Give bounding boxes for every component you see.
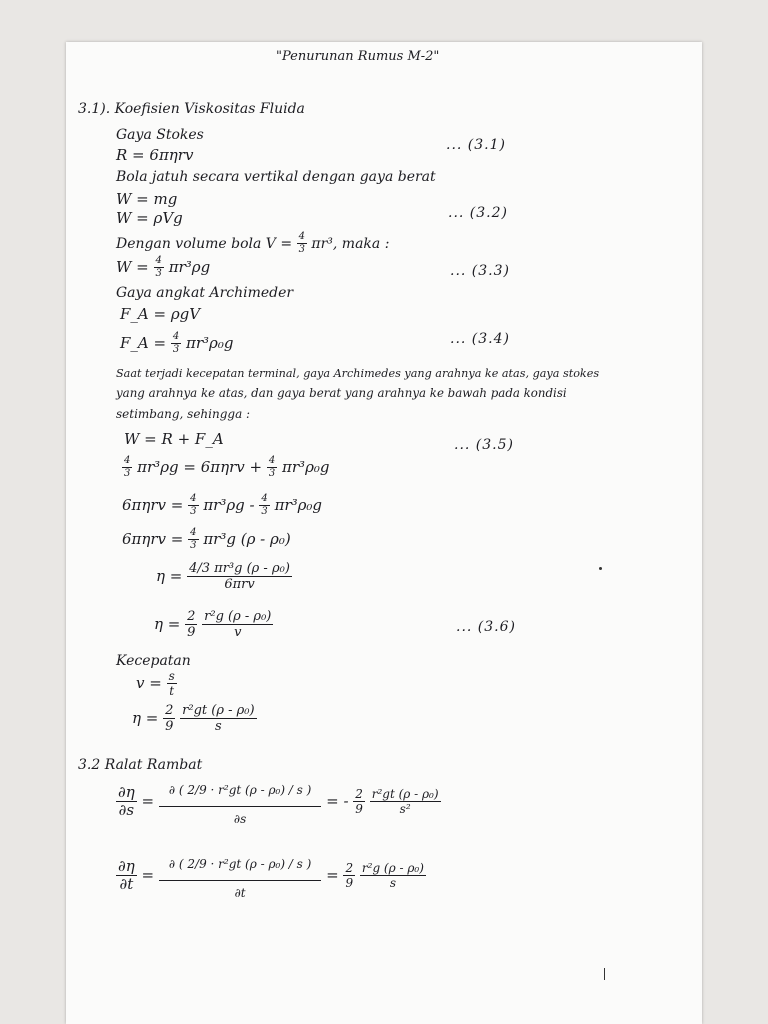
label-velocity: Kecepatan [116, 653, 191, 669]
d1-end: πr³ρ₀g [282, 458, 330, 476]
d6-coefficient [163, 704, 175, 733]
equation-weight-mg: W = mg [116, 190, 178, 208]
p2-coefficient-den: 9 [345, 876, 354, 890]
text-falling-ball: Bola jatuh secara vertikal dengan gaya berat [116, 169, 436, 185]
d1-fraction-b [267, 456, 277, 479]
d3-lhs: 6πηrv = [122, 530, 184, 548]
d2-end: πr³ρ₀g [274, 496, 323, 514]
equation-ref-3-3: ... (3.3) [450, 263, 510, 279]
p2-inner-num: ∂ ( 2/9 · r²gt (ρ - ρ₀) / s ) [168, 857, 312, 871]
d6-fraction-num: r²gt (ρ - ρ₀) [182, 703, 255, 718]
p1-coefficient-den: 9 [355, 802, 363, 816]
d2-lhs: 6πηrv = [122, 496, 184, 514]
d5-fraction [202, 610, 273, 639]
volume-text-pre: Dengan volume bola V = [116, 235, 293, 252]
d5-coefficient-den: 9 [187, 625, 196, 640]
d6-coefficient-den: 9 [165, 719, 174, 734]
partial-derivative-s: $\frac{\partial\eta}{\partial s}$ = $\frac{\text{∂ ( 2/9 · r²gt (ρ - ρ₀) / s )}}{\partial s}$ = - $\frac{2}{9}$ $\frac{\text{r²gt (ρ - ρ₀)}}{\text{s²}}$ [116, 778, 441, 825]
p2-lhs-num: ∂η [118, 857, 135, 875]
equation-ref-3-5: ... (3.5) [454, 437, 514, 453]
label-archimedes: Gaya angkat Archimeder [116, 285, 294, 301]
d3-fraction-den: 3 [190, 540, 197, 551]
p2-result-num: r²g (ρ - ρ₀) [361, 861, 424, 875]
equation-ref-3-4: ... (3.4) [450, 331, 510, 347]
v-lhs: v = [136, 674, 162, 692]
section-heading-error-propagation: 3.2 Ralat Rambat [78, 757, 203, 773]
p2-inner [159, 852, 321, 899]
d5-fraction-num: r²g (ρ - ρ₀) [204, 609, 272, 624]
equation-weight-rhovg: W = ρVg [116, 209, 183, 227]
p1-coefficient [353, 788, 365, 815]
equation-3-1: R = 6πηrv [116, 146, 194, 164]
d5-fraction-den: v [202, 624, 273, 639]
eq3-fraction-den: 3 [155, 268, 162, 279]
equation-3-4 [120, 332, 234, 355]
d2-middle: πr³ρg - [203, 496, 255, 514]
volume-fraction [297, 232, 307, 255]
eq4-fraction-num: 4 [172, 331, 180, 342]
d2-fraction-a-den: 3 [190, 506, 197, 517]
d2-fraction-a [188, 494, 198, 517]
p2-coefficient [343, 862, 355, 889]
derivation-step-4 [156, 562, 292, 591]
derivation-step-2 [122, 494, 322, 517]
paragraph-line-2: yang arahnya ke atas, dan gaya berat yang arahnya ke bawah pada kondisi [116, 386, 567, 400]
p2-result-den: s [360, 875, 426, 889]
d1-fraction-b-den: 3 [268, 468, 276, 479]
equation-buoyancy-1: F_A = ρgV [120, 305, 201, 323]
v-fraction-den: t [167, 683, 177, 697]
equation-3-3 [116, 256, 210, 279]
p2-inner-den: ∂t [159, 880, 321, 899]
p1-lhs [116, 785, 137, 818]
d1-fraction-a [122, 456, 132, 479]
equation-ref-3-2: ... (3.2) [448, 205, 508, 221]
p2-equals: = [326, 866, 339, 884]
p1-result-den: s² [370, 801, 441, 815]
d2-fraction-a-num: 4 [190, 493, 197, 504]
p1-result [370, 788, 441, 815]
p1-lhs-num: ∂η [118, 783, 135, 801]
d6-coefficient-num: 2 [165, 703, 174, 718]
paragraph-line-3: setimbang, sehingga : [116, 407, 251, 421]
d6-fraction-den: s [180, 718, 256, 733]
eq4-lhs: F_A = [120, 334, 167, 352]
v-fraction-num: s [168, 669, 175, 683]
eq3-fraction [154, 256, 164, 279]
p1-coefficient-num: 2 [355, 787, 363, 801]
p2-lhs-den: ∂t [116, 875, 137, 892]
d2-fraction-b-den: 3 [261, 506, 268, 517]
d4-fraction [187, 562, 292, 591]
handwritten-page [66, 42, 702, 1024]
d3-rhs: πr³g (ρ - ρ₀) [203, 530, 291, 548]
d3-fraction [188, 528, 198, 551]
p1-lhs-den: ∂s [116, 801, 137, 818]
p1-inner [159, 778, 321, 825]
eq4-rhs: πr³ρ₀g [186, 334, 234, 352]
d1-fraction-a-den: 3 [124, 468, 131, 479]
equation-velocity [136, 670, 177, 697]
eq3-fraction-num: 4 [155, 255, 162, 266]
eq3-rhs: πr³ρg [168, 258, 211, 276]
derivation-step-3 [122, 528, 291, 551]
derivation-step-1 [122, 456, 330, 479]
equation-3-6 [154, 610, 273, 639]
p1-inner-den: ∂s [159, 806, 321, 825]
volume-fraction-num: 4 [298, 231, 305, 242]
section-heading-viscosity: 3.1). Koefisien Viskositas Fluida [78, 101, 305, 117]
d5-lhs: η = [154, 615, 181, 633]
volume-line [116, 232, 389, 255]
volume-fraction-den: 3 [298, 244, 305, 255]
stray-tick [604, 968, 605, 980]
label-stokes: Gaya Stokes [116, 127, 204, 143]
eq3-lhs: W = [116, 258, 149, 276]
equation-ref-3-1: ... (3.1) [446, 137, 506, 153]
d6-lhs: η = [132, 709, 159, 727]
v-fraction [167, 670, 177, 697]
p2-lhs [116, 859, 137, 892]
d1-fraction-b-num: 4 [268, 455, 276, 466]
p1-result-num: r²gt (ρ - ρ₀) [371, 787, 439, 801]
d6-fraction [180, 704, 256, 733]
d5-coefficient [185, 610, 197, 639]
p1-equals: = - [326, 792, 349, 810]
d4-lhs: η = [156, 567, 183, 585]
d1-fraction-a-num: 4 [124, 455, 131, 466]
d1-middle: πr³ρg = 6πηrv + [137, 458, 263, 476]
equation-viscosity-final [132, 704, 257, 733]
d5-coefficient-num: 2 [187, 609, 196, 624]
d4-fraction-den: 6πrv [187, 576, 292, 591]
d4-fraction-num: 4/3 πr³g (ρ - ρ₀) [189, 561, 290, 576]
stray-dot [599, 567, 602, 570]
volume-text-post: πr³, maka : [311, 235, 390, 252]
p2-coefficient-num: 2 [345, 861, 354, 875]
p2-result [360, 862, 426, 889]
p1-inner-num: ∂ ( 2/9 · r²gt (ρ - ρ₀) / s ) [168, 783, 312, 797]
d2-fraction-b-num: 4 [261, 493, 268, 504]
d2-fraction-b [259, 494, 269, 517]
eq4-fraction-den: 3 [172, 344, 180, 355]
equation-3-5: W = R + F_A [124, 430, 224, 448]
partial-derivative-t: $\frac{\partial\eta}{\partial t}$ = $\frac{\text{∂ ( 2/9 · r²gt (ρ - ρ₀) / s )}}{\partial t}$ = $\frac{2}{9}$ $\frac{\text{r²g (ρ - ρ₀)}}{s}$ [116, 852, 426, 899]
equation-ref-3-6: ... (3.6) [456, 619, 516, 635]
d3-fraction-num: 4 [190, 527, 197, 538]
paragraph-line-1: Saat terjadi kecepatan terminal, gaya Archimedes yang arahnya ke atas, gaya stokes [116, 367, 600, 380]
page-title: "Penurunan Rumus M-2" [276, 49, 440, 64]
eq4-fraction [171, 332, 181, 355]
